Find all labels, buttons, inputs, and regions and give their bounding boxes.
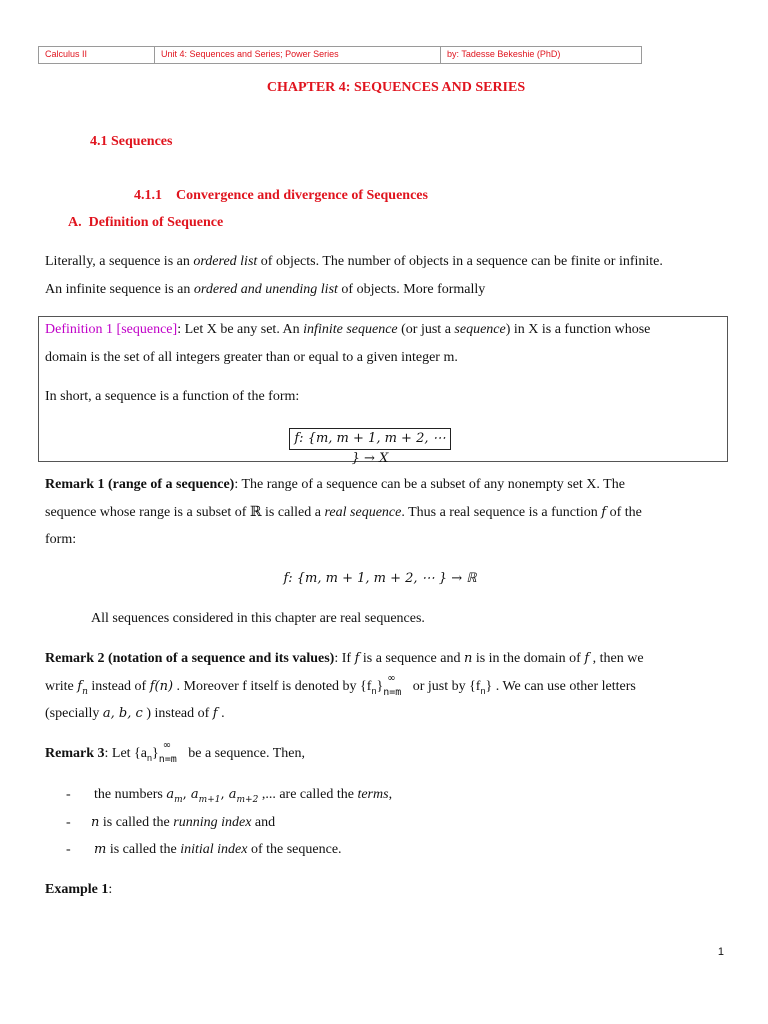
remark3-text: be a sequence. Then, [184, 746, 305, 761]
example-colon: : [108, 882, 113, 897]
intro-line-1 [45, 254, 663, 270]
subheading-letter: A. [68, 215, 82, 230]
remark3-label: Remark 3 [45, 746, 105, 761]
remark2-line-3 [45, 706, 225, 722]
page-number: 1 [717, 946, 724, 958]
list-dash: - [66, 787, 71, 802]
remark1-emphasis: real sequence [324, 505, 402, 520]
math-f: f [584, 651, 590, 666]
remark2-text: } . We can use other letters [485, 679, 636, 694]
list-text: the numbers [94, 787, 167, 802]
intro-text: of objects. The number of objects in a sequence can be finite or infinite. [257, 254, 663, 269]
remark1-text: . Thus a real sequence is a function [401, 505, 602, 520]
math-subscript: n [480, 686, 486, 696]
remark2-line-2 [45, 672, 636, 698]
list-text: of the sequence. [247, 842, 342, 857]
math-subscript: n [146, 753, 152, 763]
remark1-text: : The range of a sequence can be a subset of any nonempty set X. The [234, 477, 625, 492]
subsection-title: Convergence and divergence of Sequences [176, 188, 428, 203]
intro-text: of objects. More formally [337, 282, 486, 297]
header-unit: Unit 4: Sequences and Series; Power Series [155, 47, 441, 63]
math-subscript: m+2 [236, 795, 259, 805]
definition-emphasis: infinite sequence [303, 322, 398, 337]
math-f: f [77, 679, 83, 694]
remark1-line-1 [45, 477, 625, 493]
remark1-line-3: form: [45, 532, 77, 547]
subheading [68, 215, 223, 231]
list-item [91, 815, 275, 831]
infinity-symbol: ∞ [162, 739, 172, 751]
remark1-line-2 [45, 504, 642, 521]
math-letters: a, b, c [102, 706, 143, 721]
chapter-title: CHAPTER 4: SEQUENCES AND SERIES [266, 80, 526, 95]
definition-line-3: In short, a sequence is a function of the form: [45, 389, 300, 404]
list-text: and [251, 815, 276, 830]
intro-text: Literally, a sequence is an [45, 254, 194, 269]
remark2-label: Remark 2 (notation of a sequence and its values) [45, 651, 335, 666]
remark2-text: or just by {f [409, 679, 481, 694]
remark2-text: (specially [45, 706, 103, 721]
remark1-text: of the [606, 505, 642, 520]
definition-formula: f: {m, m + 1, m + 2, ⋯ } → X [289, 428, 451, 450]
math-subscript: m+1 [198, 795, 221, 805]
intro-text: An infinite sequence is an [45, 282, 194, 297]
intro-emphasis: ordered and unending list [193, 282, 338, 297]
remark2-text: } [376, 679, 384, 694]
intro-emphasis: ordered list [193, 254, 258, 269]
remark1-note: All sequences considered in this chapter are real sequences. [91, 611, 425, 626]
list-dash: - [66, 815, 71, 830]
remark2-text: : If [334, 651, 355, 666]
math-f: f [354, 651, 360, 666]
math-f: f [601, 505, 607, 520]
remark2-text: , then we [589, 651, 644, 666]
subheading-title: Definition of Sequence [88, 215, 224, 230]
list-emphasis: terms [357, 787, 389, 802]
list-dash: - [66, 842, 71, 857]
math-f-of-n: f(n) [149, 679, 174, 694]
list-emphasis: initial index [180, 842, 248, 857]
seq-limits [383, 672, 409, 698]
remark2-line-1 [45, 651, 644, 667]
header-author: by: Tadesse Bekeshie (PhD) [447, 49, 561, 59]
math-m: m [94, 842, 107, 857]
math-subscript: m [174, 795, 183, 805]
list-item: the numbers $a_m$, $a_{m+1}$, $a_{m+2}$ ,... are called the terms, [94, 787, 393, 805]
math-a: a [228, 787, 237, 802]
definition-emphasis: sequence [454, 322, 506, 337]
remark2-text: is a sequence and [359, 651, 464, 666]
list-item [94, 842, 342, 858]
remark2-text: is in the domain of [472, 651, 585, 666]
definition-line-1 [45, 322, 650, 338]
math-n: n [91, 815, 100, 830]
list-text: is called the [99, 815, 174, 830]
infinity-symbol: ∞ [387, 672, 396, 684]
remark3-text: : Let {a [104, 746, 147, 761]
remark1-label: Remark 1 (range of a sequence) [45, 477, 235, 492]
remark2-text: ) instead of [142, 706, 213, 721]
example-label: Example 1 [45, 882, 109, 897]
math-subscript: n [371, 686, 377, 696]
remark2-text: instead of [87, 679, 150, 694]
subsection-number: 4.1.1 [134, 188, 162, 203]
list-text: ,... are called the [258, 787, 358, 802]
math-f: f [212, 706, 218, 721]
remark2-text: . [217, 706, 225, 721]
example-heading [45, 882, 112, 898]
header-course: Calculus II [39, 47, 155, 63]
definition-text: (or just a [397, 322, 455, 337]
remark3-text: } [152, 746, 159, 761]
remark1-formula: f: {m, m + 1, m + 2, ⋯ } → ℝ [283, 571, 477, 586]
remark1-text: sequence whose range is a subset of ℝ is called a [45, 505, 325, 520]
definition-text: : Let X be any set. An [177, 322, 304, 337]
section-title: 4.1 Sequences [90, 134, 173, 149]
math-subscript: n [82, 687, 88, 697]
lower-limit: n=m [383, 686, 402, 698]
seq-limits [158, 739, 185, 765]
math-n: n [463, 651, 473, 666]
definition-text: ) in X is a function whose [505, 322, 651, 337]
definition-line-2: domain is the set of all integers greater than or equal to a given integer m. [45, 350, 458, 365]
subsection-heading [134, 188, 428, 204]
list-text: is called the [106, 842, 181, 857]
math-a: a [190, 787, 199, 802]
remark3-line-1 [45, 739, 305, 765]
header-table [38, 46, 642, 64]
remark2-text: write [45, 679, 78, 694]
remark2-text: . Moreover f itself is denoted by {f [173, 679, 372, 694]
math-a: a [166, 787, 175, 802]
lower-limit: n=m [158, 753, 177, 765]
definition-label: Definition 1 [sequence] [45, 322, 178, 337]
list-text: , [388, 787, 393, 802]
list-emphasis: running index [173, 815, 252, 830]
intro-line-2 [45, 282, 485, 298]
